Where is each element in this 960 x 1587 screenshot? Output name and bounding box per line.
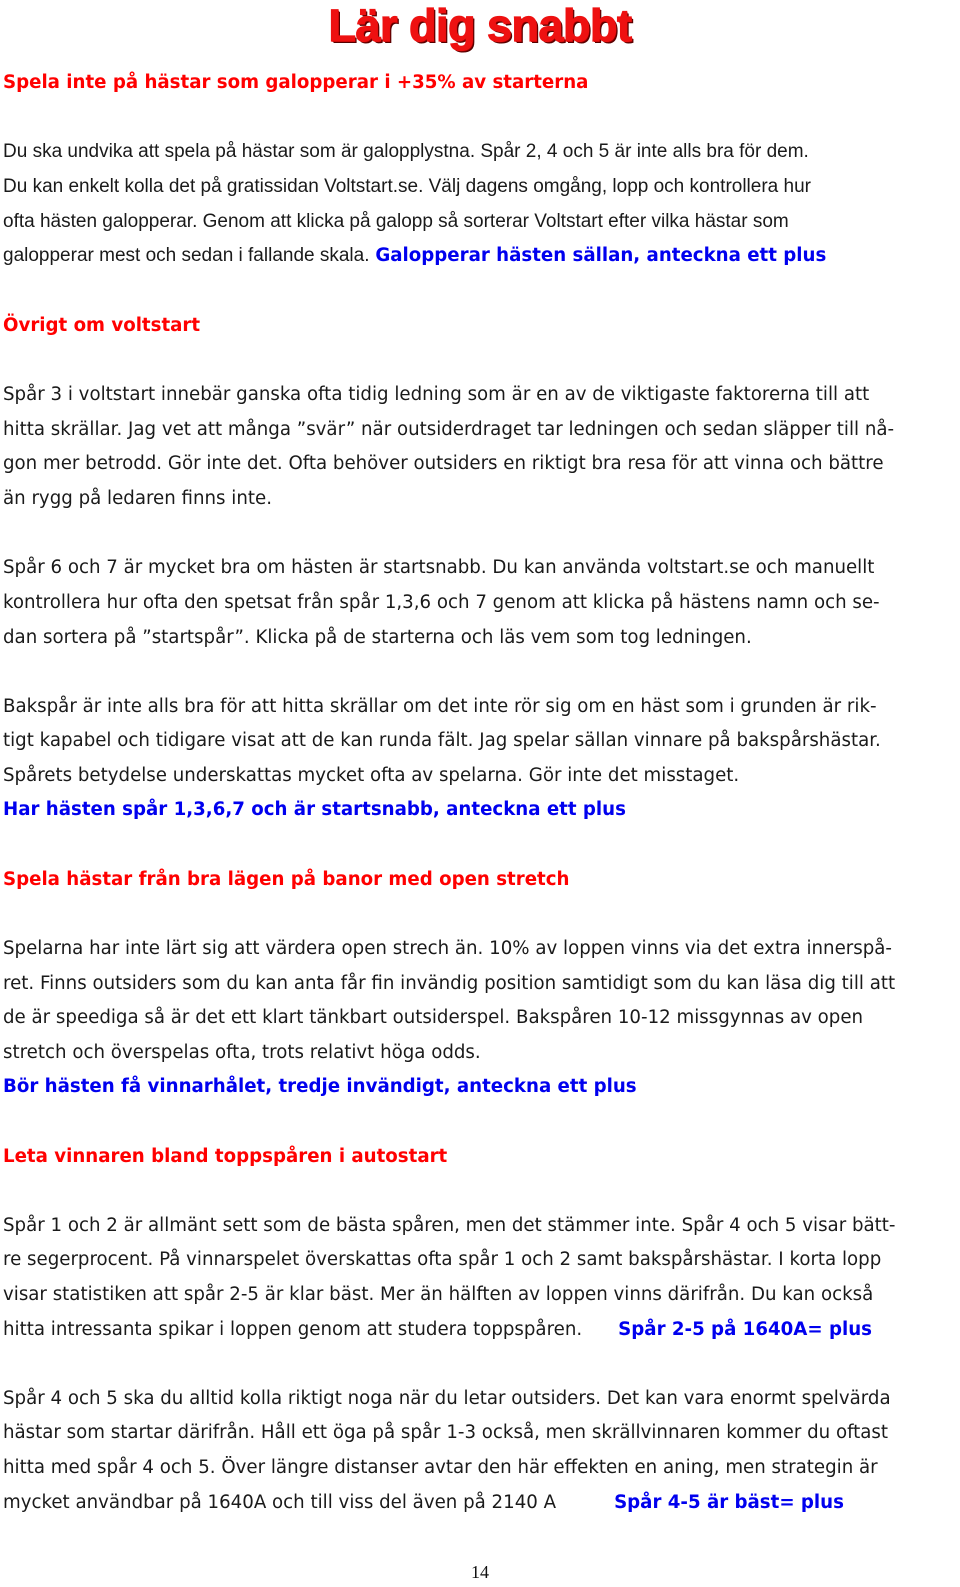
paragraph-line: de är speediga så är det ett klart tänkbart outsiderspel. Bakspåren 10-12 missgynnas av open [3,1007,864,1028]
paragraph-line: än rygg på ledaren finns inte. [3,488,272,509]
section-heading-gallop: Spela inte på hästar som galopperar i +35% av starterna [3,72,589,93]
tip-autostart-2: Spår 4-5 är bäst= plus [614,1492,844,1513]
paragraph-line: Bakspår är inte alls bra för att hitta skrällar om det inte rör sig om en häst som i grunden är rik- [3,696,877,717]
paragraph-line: hästar som startar därifrån. Håll ett öga på spår 1-3 också, men skrällvinnaren kommer du oftast [3,1422,889,1443]
paragraph-line: gon mer betrodd. Gör inte det. Ofta behöver outsiders en riktigt bra resa för att vinna och bättre [3,453,884,474]
paragraph-line: Du kan enkelt kolla det på gratissidan Voltstart.se. Välj dagens omgång, lopp och kontrollera hur [3,176,811,197]
section-heading-voltstart: Övrigt om voltstart [3,315,201,336]
paragraph-line: Spårets betydelse underskattas mycket ofta av spelarna. Gör inte det misstaget. [3,765,740,786]
paragraph-line: mycket användbar på 1640A och till viss del även på 2140 A [3,1492,557,1513]
paragraph-line: visar statistiken att spår 2-5 är klar bäst. Mer än hälften av loppen vinns därifrån. Du kan också [3,1284,874,1305]
paragraph-line: ofta hästen galopperar. Genom att klicka på galopp så sorterar Voltstart efter vilka hästar som [3,211,789,232]
paragraph-line: Spår 3 i voltstart innebär ganska ofta tidig ledning som är en av de viktigaste faktorerna till att [3,384,870,405]
paragraph-line: hitta skrällar. Jag vet att många ”svär” när outsiderdraget tar ledningen och sedan släpper till nå- [3,419,895,440]
paragraph-line: galopperar mest och sedan i fallande skala. [3,245,370,266]
tip-autostart-1: Spår 2-5 på 1640A= plus [618,1319,872,1340]
paragraph-line: hitta intressanta spikar i loppen genom att studera toppspåren. [3,1319,583,1340]
tip-gallop: Galopperar hästen sällan, anteckna ett plus [375,245,827,266]
paragraph-line: Spår 6 och 7 är mycket bra om hästen är startsnabb. Du kan använda voltstart.se och manuellt [3,557,875,578]
paragraph-line: stretch och överspelas ofta, trots relativt höga odds. [3,1042,481,1063]
paragraph-line: dan sortera på ”startspår”. Klicka på de starterna och läs vem som tog ledningen. [3,627,752,648]
paragraph-line: hitta med spår 4 och 5. Över längre distanser avtar den här effekten en aning, men strategin är [3,1457,878,1478]
paragraph-line: Du ska undvika att spela på hästar som är galopplystna. Spår 2, 4 och 5 är inte alls bra för dem. [3,141,809,162]
tip-open-stretch: Bör hästen få vinnarhålet, tredje invändigt, anteckna ett plus [3,1076,637,1097]
paragraph-line: ret. Finns outsiders som du kan anta får fin invändig position samtidigt som du kan läsa dig till att [3,973,896,994]
section-heading-open-stretch: Spela hästar från bra lägen på banor med open stretch [3,869,570,890]
page-number: 14 [471,1562,489,1582]
paragraph-line: Spelarna har inte lärt sig att värdera open strech än. 10% av loppen vinns via det extra innerspå- [3,938,892,959]
paragraph-line: re segerprocent. På vinnarspelet överskattas ofta spår 1 och 2 samt bakspårshästar. I korta lopp [3,1249,882,1270]
paragraph-line-with-tip [3,1485,955,1520]
paragraph-line-with-tip [3,1312,955,1347]
page-title: Lär dig snabbt [328,0,632,51]
paragraph-line: Spår 1 och 2 är allmänt sett som de bästa spåren, men det stämmer inte. Spår 4 och 5 visar bätt- [3,1215,896,1236]
paragraph-line-with-tip [3,238,955,273]
section-heading-autostart: Leta vinnaren bland toppspåren i autostart [3,1146,448,1167]
paragraph-line: tigt kapabel och tidigare visat att de kan runda fält. Jag spelar sällan vinnare på bakspårshästar. [3,730,881,751]
paragraph-line: kontrollera hur ofta den spetsat från spår 1,3,6 och 7 genom att klicka på hästens namn och se- [3,592,880,613]
paragraph-line: Spår 4 och 5 ska du alltid kolla riktigt noga när du letar outsiders. Det kan vara enormt spelvärda [3,1388,891,1409]
tip-voltstart: Har hästen spår 1,3,6,7 och är startsnabb, anteckna ett plus [3,799,626,820]
